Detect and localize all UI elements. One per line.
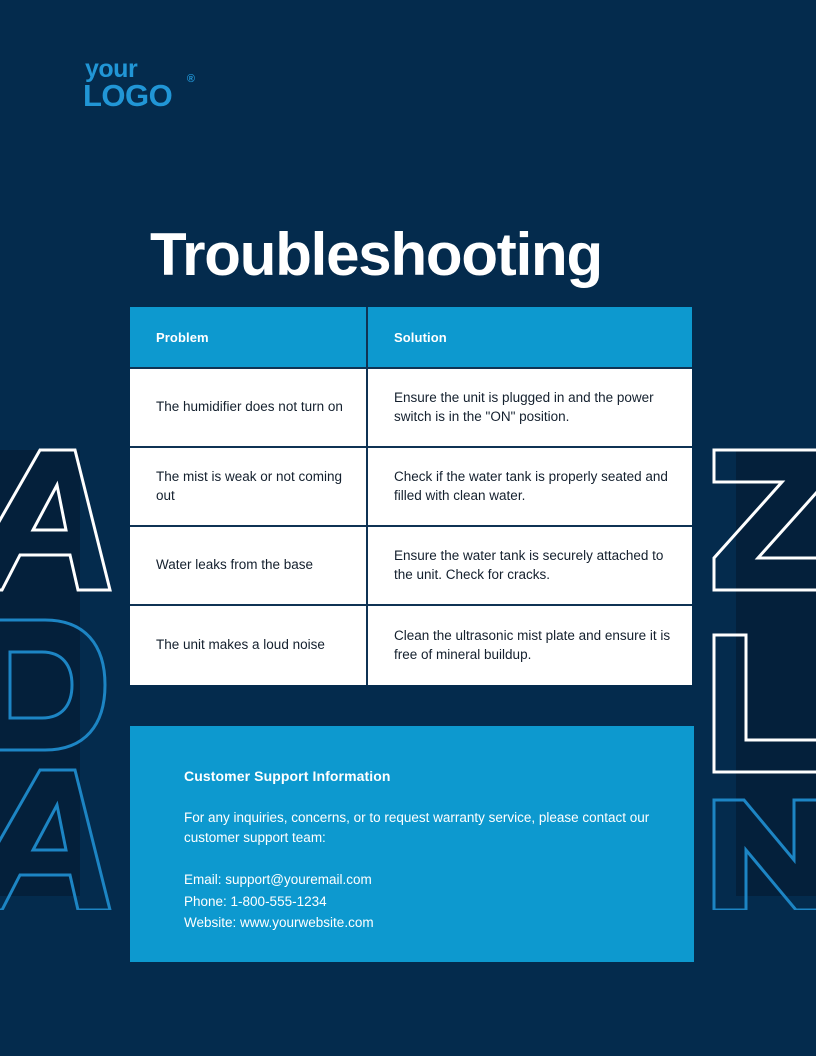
table-header-row bbox=[130, 307, 692, 369]
table-row bbox=[130, 606, 692, 685]
table-row bbox=[130, 448, 692, 527]
support-title: Customer Support Information bbox=[184, 768, 391, 784]
logo-line-your: your bbox=[85, 55, 138, 83]
logo[interactable] bbox=[83, 57, 203, 112]
table-header-problem: Problem bbox=[130, 307, 368, 367]
table-cell-solution: Clean the ultrasonic mist plate and ensure it is free of mineral buildup. bbox=[394, 627, 671, 662]
table-cell-problem: The unit makes a loud noise bbox=[130, 606, 368, 685]
table-row bbox=[130, 369, 692, 448]
support-phone[interactable]: Phone: 1-800-555-1234 bbox=[184, 893, 327, 909]
page-title: Troubleshooting bbox=[150, 221, 602, 289]
table-cell-problem: Water leaks from the base bbox=[130, 527, 368, 604]
table-cell-solution: Check if the water tank is properly seated and filled with clean water. bbox=[394, 468, 668, 503]
support-intro-text: For any inquiries, concerns, or to request warranty service, please contact our customer support team: bbox=[184, 810, 650, 845]
logo-line-logo: LOGO bbox=[83, 78, 173, 113]
decorative-panel-left bbox=[0, 450, 80, 896]
support-website[interactable]: Website: www.yourwebsite.com bbox=[184, 915, 374, 931]
decorative-letters-right bbox=[696, 440, 816, 910]
troubleshooting-table bbox=[130, 307, 692, 685]
support-email[interactable]: Email: support@youremail.com bbox=[184, 872, 372, 888]
table-cell-problem: The humidifier does not turn on bbox=[130, 369, 368, 446]
decorative-letters-left bbox=[0, 440, 120, 910]
support-contact-details bbox=[184, 869, 694, 934]
decorative-panel-right bbox=[736, 450, 816, 896]
table-header-solution: Solution bbox=[394, 329, 447, 345]
table-cell-solution: Ensure the unit is plugged in and the power switch is in the "ON" position. bbox=[394, 389, 654, 424]
registered-trademark-icon: ® bbox=[186, 73, 195, 85]
table-cell-problem: The mist is weak or not coming out bbox=[130, 448, 368, 525]
customer-support-box bbox=[130, 726, 694, 962]
table-row bbox=[130, 527, 692, 606]
table-cell-solution: Ensure the water tank is securely attached to the unit. Check for cracks. bbox=[394, 547, 664, 582]
